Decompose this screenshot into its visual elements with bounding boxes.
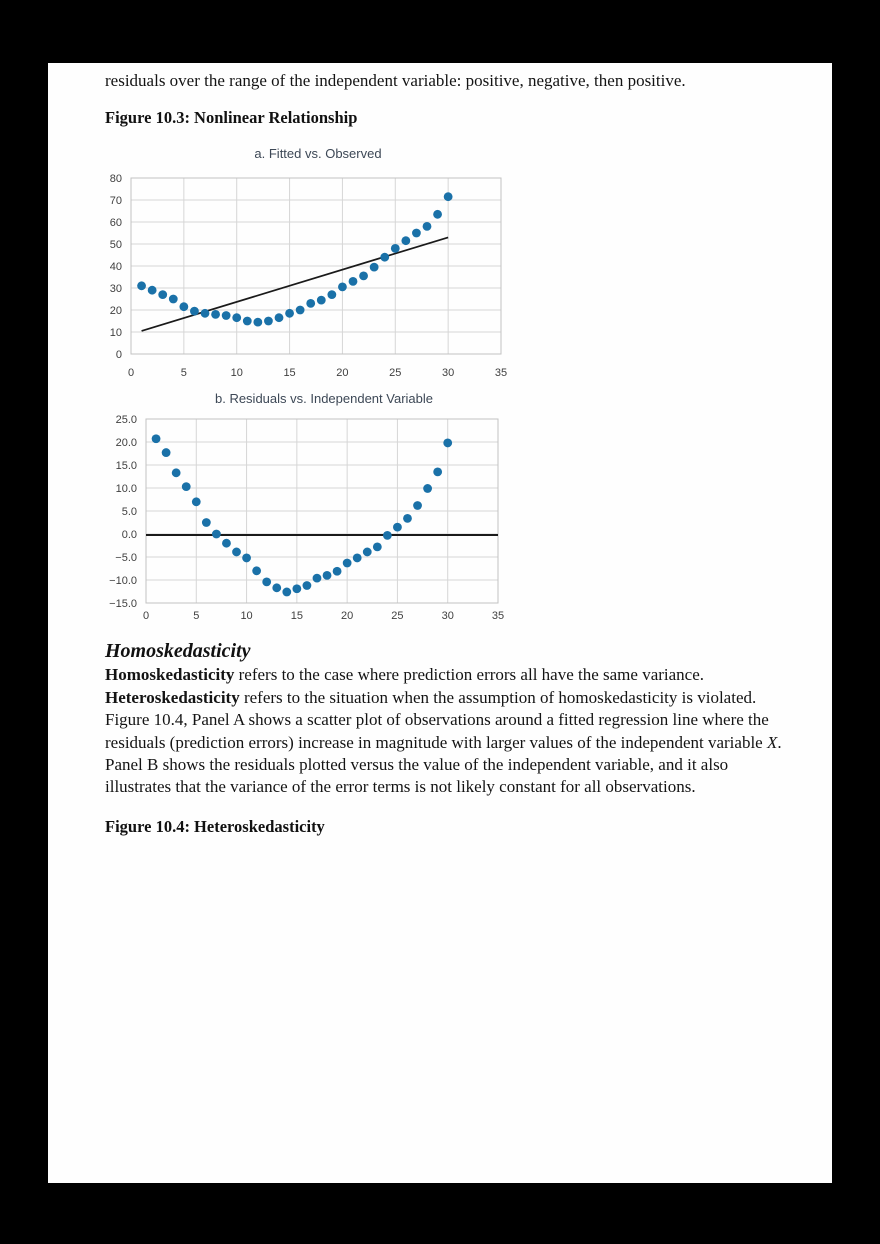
data-point <box>264 317 273 326</box>
chart-title: a. Fitted vs. Observed <box>254 146 382 162</box>
bold-term-heteroskedasticity: Heteroskedasticity <box>105 687 240 707</box>
data-point <box>172 469 181 478</box>
data-point <box>296 306 305 315</box>
data-point <box>338 283 347 292</box>
data-point <box>137 282 146 291</box>
data-point <box>232 548 241 557</box>
svg-text:30: 30 <box>442 367 455 380</box>
data-point <box>148 286 157 295</box>
intro-paragraph: residuals over the range of the independent variable: positive, negative, then positive. <box>105 71 686 90</box>
svg-text:60: 60 <box>109 217 122 230</box>
scatter-points <box>137 193 452 327</box>
data-point <box>412 229 421 238</box>
data-point <box>282 588 291 597</box>
homoskedasticity-heading: Homoskedasticity <box>105 640 251 663</box>
svg-text:5.0: 5.0 <box>121 506 137 519</box>
svg-text:−15.0: −15.0 <box>109 598 137 611</box>
data-point <box>211 310 220 319</box>
data-point <box>353 554 362 563</box>
data-point <box>327 291 336 300</box>
data-point <box>262 578 271 587</box>
data-point <box>423 484 432 493</box>
data-point <box>158 291 167 300</box>
svg-text:40: 40 <box>109 261 122 274</box>
svg-text:0.0: 0.0 <box>121 529 137 542</box>
svg-text:30: 30 <box>109 283 122 296</box>
data-point <box>444 193 453 202</box>
data-point <box>152 435 161 444</box>
gridlines <box>146 419 498 603</box>
data-point <box>162 449 171 458</box>
svg-text:30: 30 <box>441 610 454 623</box>
svg-text:35: 35 <box>491 610 505 623</box>
svg-text:25: 25 <box>389 367 402 380</box>
data-point <box>253 318 262 327</box>
data-point <box>243 317 252 326</box>
data-point <box>323 571 332 580</box>
data-point <box>252 567 261 576</box>
data-point <box>169 295 178 304</box>
chart-fitted-vs-observed <box>103 140 790 382</box>
data-point <box>370 263 379 272</box>
svg-text:20: 20 <box>336 367 349 380</box>
svg-text:10: 10 <box>109 327 122 340</box>
figure-10-3-heading: Figure 10.3: Nonlinear Relationship <box>105 108 358 128</box>
data-point <box>393 523 402 532</box>
data-point <box>317 296 326 305</box>
data-point <box>413 501 422 510</box>
x-tick-labels <box>128 367 507 379</box>
svg-text:−5.0: −5.0 <box>115 552 137 565</box>
svg-text:10: 10 <box>230 367 243 380</box>
data-point <box>192 498 201 507</box>
data-point <box>383 531 392 540</box>
data-point <box>212 530 221 539</box>
italic-variable-x: X <box>766 732 778 752</box>
svg-text:20: 20 <box>341 610 354 623</box>
homoskedasticity-paragraph <box>105 664 790 798</box>
data-point <box>222 539 231 548</box>
data-point <box>275 314 284 323</box>
fit-line <box>142 238 449 332</box>
data-point <box>190 307 199 316</box>
data-point <box>373 543 382 552</box>
svg-text:15: 15 <box>283 367 296 380</box>
document-page <box>48 63 832 1183</box>
svg-text:25: 25 <box>391 610 404 623</box>
svg-text:20: 20 <box>109 305 122 318</box>
svg-text:10: 10 <box>240 610 253 623</box>
data-point <box>403 514 412 523</box>
data-point <box>182 483 191 492</box>
svg-text:50: 50 <box>109 239 122 252</box>
x-tick-labels <box>143 610 504 622</box>
svg-text:35: 35 <box>494 367 508 380</box>
data-point <box>313 574 322 583</box>
svg-text:5: 5 <box>193 610 200 623</box>
data-point <box>303 582 312 591</box>
svg-text:20.0: 20.0 <box>115 437 137 450</box>
data-point <box>433 468 442 477</box>
data-point <box>380 253 389 262</box>
svg-text:0: 0 <box>127 367 135 380</box>
data-point <box>202 519 211 528</box>
data-point <box>179 303 188 312</box>
paragraph-text: . Panel B shows the residuals plotted versus the value of the independent variable, and it also illustrates that the variance of the error terms is not likely constant for all observations. <box>105 732 782 797</box>
svg-text:5: 5 <box>180 367 187 380</box>
bold-term-homoskedasticity: Homoskedasticity <box>105 665 235 685</box>
svg-text:10.0: 10.0 <box>115 483 137 496</box>
svg-text:15.0: 15.0 <box>115 460 137 473</box>
fitted-vs-observed-plot <box>103 140 573 382</box>
svg-text:0: 0 <box>142 610 150 623</box>
svg-text:80: 80 <box>109 173 122 186</box>
data-point <box>222 312 231 321</box>
data-point <box>391 244 400 253</box>
residuals-plot <box>103 385 573 625</box>
data-point <box>292 585 301 594</box>
data-point <box>306 299 315 308</box>
data-point <box>343 559 352 568</box>
data-point <box>423 222 432 231</box>
data-point <box>272 584 281 593</box>
data-point <box>443 439 452 448</box>
data-point <box>333 567 342 576</box>
paragraph-text: refers to the case where prediction errors all have the same variance. <box>234 665 705 685</box>
chart-residuals-vs-independent <box>103 385 790 625</box>
data-point <box>363 548 372 557</box>
data-point <box>285 309 294 318</box>
svg-text:25.0: 25.0 <box>115 414 137 427</box>
data-point <box>232 314 241 323</box>
figure-10-4-heading: Figure 10.4: Heteroskedasticity <box>105 816 325 836</box>
svg-text:0: 0 <box>115 349 122 362</box>
svg-text:−10.0: −10.0 <box>109 575 137 588</box>
data-point <box>349 277 358 286</box>
y-tick-labels <box>110 173 122 361</box>
paragraph-text: refers to the situation when the assumption of homoskedasticity is violated. Figure 10.4, Panel A shows a scatter plot of observations around a fitted regression line where the residuals (prediction errors) increase in magnitude with larger values of the independent variable <box>105 687 769 752</box>
svg-text:15: 15 <box>290 610 303 623</box>
gridlines <box>131 178 501 354</box>
data-point <box>242 554 251 563</box>
svg-text:70: 70 <box>109 195 122 208</box>
data-point <box>359 272 368 281</box>
data-point <box>201 309 210 318</box>
chart-title: b. Residuals vs. Independent Variable <box>214 391 434 407</box>
data-point <box>401 237 410 246</box>
y-tick-labels <box>109 414 137 610</box>
data-point <box>433 210 442 219</box>
